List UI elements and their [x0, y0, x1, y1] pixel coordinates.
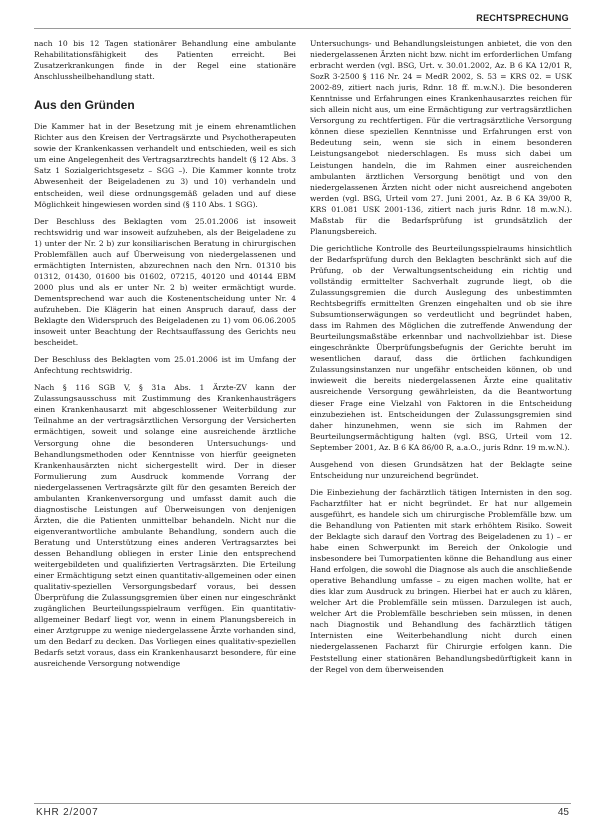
body-paragraph: Ausgehend von diesen Grundsätzen hat der Beklagte seine Entscheidung nur unzureichend begründet.: [310, 459, 572, 480]
body-paragraph: Die gerichtliche Kontrolle des Beurteilungsspielraums hinsichtlich der Bedarfsprüfung durch den Beklagten beschränkt sich auf die Prüfung, ob der Verwaltungsentscheidung ein richtig und vollständig ermittelter Sachverhalt zugrunde liegt, ob die Zulassungsgremien die durch Auslegung des unbestimmten Rechtsbegriffs ermittelten Grenzen eingehalten und ob sie ihre Subsumtionserwägungen so verdeutlicht und begründet haben, dass im Rahmen des Möglichen die zutreffende Anwendung der Beurteilungsmaßstäbe erkennbar und nachvollziehbar ist. Diese eingeschränkte Überprüfungsbefugnis der Gerichte beruht im wesentlichen darauf, dass die örtlichen fachkundigen Zulassungsinstanzen nur ungefähr entscheiden können, ob und inwieweit die bereits niedergelassenen Ärzte eine qualitativ ausreichende Versorgung gewährleisten, da die Beantwortung dieser Frage eine Vielzahl von Faktoren in die Entscheidung einzubeziehen ist. Entscheidungen der Zulassungsgremien sind daher hinzunehmen, wenn sie sich im Rahmen der Beurteilungsermächtigung halten (vgl. BSG, Urteil vom 12. September 2001, Az. B 6 KA 86/00 R, a.a.O., juris Rdnr. 19 m.w.N.).: [310, 243, 572, 452]
body-paragraph: Nach § 116 SGB V, § 31a Abs. 1 Ärzte-ZV kann der Zulassungsausschuss mit Zustimmung des Krankenhausträgers einen Krankenhausarzt mit abgeschlossener Weiterbildung zur Teilnahme an der vertragsärztlichen Versorgung der Versicherten ermächtigen, soweit und solange eine ausreichende ärztliche Versorgung ohne die besonderen Untersuchungs- und Behandlungsmethoden oder Kenntnisse von hierfür geeigneten Krankenhausärzten nicht sichergestellt wird. Der in dieser Formulierung zum Ausdruck kommende Vorrang der niedergelassenen Vertragsärzte gilt für den gesamten Bereich der ambulanten Krankenversorgung und umfasst damit auch die diagnostische Leistungen auf Überweisungen von denjenigen Ärzten, die die Patienten unmittelbar behandeln. Nicht nur die eigenverantwortliche ambulante Behandlung, sondern auch die Beratung und Unterstützung eines anderen Vertragsarztes bei dessen Behandlung obliegen in erster Linie den entsprechend weitergebildeten und qualifizierten Vertragsärzten. Die Erteilung einer Ermächtigung setzt einen quantitativ-allgemeinen oder einen qualitativ-speziellen Versorgungsbedarf voraus, bei dessen Überprüfung die Zulassungsgremien über einen nur eingeschränkt zugänglichen Beurteilungsspielraum verfügen. Ein quantitativ-allgemeiner Bedarf liegt vor, wenn in einem Planungsbereich in einer Arztgruppe zu wenige niedergelassene Ärzte vorhanden sind, um den Bedarf zu decken. Das Vorliegen eines qualitativ-speziellen Bedarfs setzt voraus, dass ein Krankenhausarzt besondere, für eine ausreichende Versorgung notwendige: [34, 383, 296, 669]
body-paragraph: Der Beschluss des Beklagten vom 25.01.2006 ist im Umfang der Anfechtung rechtswidrig.: [34, 355, 296, 376]
section-tag: RECHTSPRECHUNG: [476, 13, 569, 23]
section-heading: Aus den Gründen: [34, 98, 135, 113]
left-column: [34, 38, 296, 790]
body-paragraph: Untersuchungs- und Behandlungsleistungen anbietet, die von den niedergelassenen Ärzten nicht bzw. nicht im erforderlichen Umfang erbracht werden (vgl. BSG, Urt. v. 30.01.2002, Az. B 6 KA 12/01 R, SozR 3-2500 § 116 Nr. 24 = MedR 2002, S. 53 = KRS 02. = USK 2002-89, zitiert nach juris, Rdnr. 18 ff. m.w.N.). Die besonderen Kenntnisse und Erfahrungen eines Krankenhausarztes reichen für sich allein nicht aus, um eine Ermächtigung zur vertragsärztlichen Versorgung zu rechtfertigen. Für die vertragsärztliche Versorgung können diese speziellen Kenntnisse und Erfahrungen erst von Bedeutung sein, wenn sie sich in einem besonderen Leistungsangebot niederschlagen. Es muss sich dabei um Leistungen handeln, die im Rahmen einer ausreichenden ambulanten ärztlichen Versorgung benötigt und von den niedergelassenen Ärzten nicht oder nicht ausreichend angeboten werden (vgl. BSG, Urteil vom 27. Juni 2001, Az. B 6 KA 39/00 R, KRS 01.081 USK 2001-136, zitiert nach juris Rdnr. 18 m.w.N.). Maßstab für die Bedarfsprüfung ist grundsätzlich der Planungsbereich.: [310, 39, 572, 236]
footer-rule: [34, 803, 571, 804]
journal-issue: KHR 2/2007: [36, 807, 99, 818]
header-rule: [34, 28, 571, 29]
body-paragraph: Der Beschluss des Beklagten vom 25.01.2006 ist insoweit rechtswidrig und war insoweit aufzuheben, als der Beigeladene zu 1) unter der Nr. 2 b) zur konsiliarischen Beratung in chirurgischen Problemfällen auch auf Überweisung von niedergelassenen und ermächtigten Internisten, abzurechnen nach den Nrn. 01310 bis 01312, 01430, 01600 bis 01602, 07215, 40120 und 40144 EBM 2000 plus und als er unter Nr. 2 b) weiter ermächtigt wurde. Dementsprechend war auch die Kostenentscheidung unter Nr. 4 aufzuheben. Die Klägerin hat einen Anspruch darauf, dass der Beklagte den Widerspruch des Beigeladenen zu 1) vom 06.06.2005 insoweit unter Beachtung der Rechtsauffassung des Gerichts neu bescheidet.: [34, 216, 296, 348]
intro-paragraph: nach 10 bis 12 Tagen stationärer Behandlung eine ambulante Rehabilitationsfähigkeit des Patienten erreicht. Bei Zusatzerkrankungen finde in der Regel eine stationäre Anschlussheilbehandlung statt.: [34, 39, 296, 82]
body-paragraph: Die Kammer hat in der Besetzung mit je einem ehrenamtlichen Richter aus den Kreisen der Vertragsärzte und Psychotherapeuten sowie der Krankenkassen verhandelt und entschieden, weil es sich um eine Angelegenheit des Vertragsarztrechts handelt (§ 12 Abs. 3 Satz 1 Sozialgerichtsgesetz – SGG –). Die Kammer konnte trotz Abwesenheit der Beigeladenen zu 3) und 10) verhandeln und entscheiden, weil diese ordnungsgemäß geladen und auf diese Möglichkeit hingewiesen worden sind (§ 110 Abs. 1 SGG).: [34, 122, 296, 209]
body-paragraph: Die Einbeziehung der fachärztlich tätigen Internisten in den sog. Facharztfilter hat er nicht begründet. Er hat nur allgemein ausgeführt, es handele sich um chirurgische Problemfälle bzw. um die Behandlung von Patienten mit stark erhöhtem Risiko. Soweit der Beklagte sich darauf den Vortrag des Beigeladenen zu 1) – er habe einen Schwerpunkt im Bereich der Onkologie und insbesondere bei Tumorpatienten könne die Behandlung aus einer Hand erfolgen, die sowohl die Diagnose als auch die anschließende operative Behandlung umfasse – zu eigen machen wollte, hat er dies klar zum Ausdruck zu bringen. Hierbei hat er auch zu klären, welcher Art die Problemfälle sein müssen. Darzulegen ist auch, welcher Art die Problemfälle beschrieben sein müssen, in denen nach Diagnostik und Behandlung des fachärztlich tätigen Internisten eine Weiterbehandlung nicht durch einen niedergelassenen Facharzt für Chirurgie erfolgen kann. Die Feststellung einer stationären Behandlungsbedürftigkeit kann in der Regel von dem überweisenden: [310, 487, 572, 674]
right-column: [310, 38, 572, 790]
page-number: 45: [557, 807, 569, 818]
